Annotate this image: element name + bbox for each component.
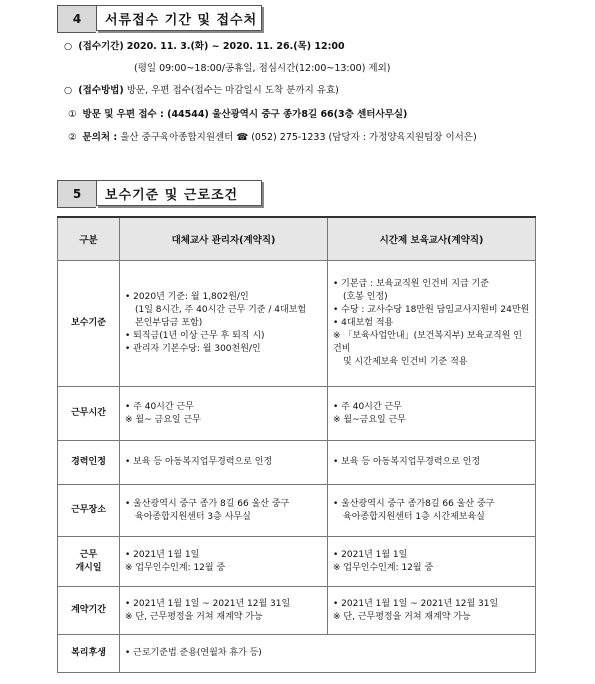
conditions-table [57, 216, 536, 673]
cell-line: ※ 월~ 금요일 근무 [125, 414, 201, 425]
cell-line: • 4대보험 적용 [333, 318, 394, 328]
method-label: (접수방법) [78, 85, 124, 96]
row-label-hours: 근무시간 [58, 387, 120, 441]
cell-line: • 2020년 기준: 월 1,802원/인 [125, 292, 249, 302]
item-2-mark: ② [68, 132, 77, 143]
row-label-pay: 보수기준 [58, 261, 120, 387]
period-line [64, 40, 345, 53]
cell-line: • 기본급 : 보육교직원 인건비 지급 기준 [333, 279, 489, 289]
cell-line: • 주 40시간 근무 [125, 401, 194, 412]
cell-contract-teacher [328, 587, 536, 635]
cell-line: ※ 「보육사업안내」(보건복지부) 보육교직원 인건비 [333, 331, 522, 354]
cell-line: 육아종합지원센터 1층 시간제보육실 [343, 511, 485, 522]
cell-welfare [120, 635, 536, 673]
cell-line: • 근로기준법 준용(연월차 휴가 등) [125, 648, 262, 658]
row-label-career: 경력인정 [58, 441, 120, 485]
row-label-contract: 계약기간 [58, 587, 120, 635]
table-row [58, 387, 536, 441]
section-5-title: 보수기준 및 근로조건 [96, 180, 262, 206]
cell-hours-teacher [328, 387, 536, 441]
cell-start-manager [120, 537, 328, 587]
cell-line: • 2021년 1월 1일 ~ 2021년 12월 31일 [125, 598, 291, 609]
item-1-mark: ① [68, 109, 77, 120]
section-4-title: 서류접수 기간 및 접수처 [96, 5, 262, 31]
method-value: 방문, 우편 접수(접수는 마감일시 도착 분까지 유효) [126, 85, 339, 96]
cell-line: 본인부담금 포함) [135, 318, 203, 328]
cell-line: ※ 단, 근무평정을 거쳐 재계약 가능 [333, 611, 471, 622]
cell-workplace-teacher [328, 485, 536, 537]
table-row [58, 635, 536, 673]
table-row [58, 485, 536, 537]
row-label-start-date [58, 537, 120, 587]
row-label-welfare: 복리후생 [58, 635, 120, 673]
period-value: 2020. 11. 3.(화) ~ 2020. 11. 26.(목) 12:00 [126, 41, 345, 52]
cell-line: • 주 40시간 근무 [333, 401, 402, 412]
visit-line [68, 108, 407, 121]
cell-line: • 2021년 1월 1일 ~ 2021년 12월 31일 [333, 598, 499, 609]
period-note: (평일 09:00~18:00/공휴일, 점심시간(12:00~13:00) 제외) [134, 63, 391, 74]
cell-line: (호봉 인정) [343, 292, 388, 302]
section-5-number: 5 [57, 180, 96, 208]
cell-hours-manager [120, 387, 328, 441]
table-row [58, 537, 536, 587]
cell-pay-teacher [328, 261, 536, 387]
cell-line: • 보육 등 아동복지업무경력으로 인정 [333, 457, 481, 467]
bullet-circle: ○ [64, 41, 73, 52]
visit-text: 방문 및 우편 접수 : (44544) 울산광역시 중구 종가8길 66(3층 센터사무실) [82, 109, 408, 120]
cell-line: • 울산광역시 중구 종가8길 66 울산 중구 [333, 498, 495, 509]
header-substitute-manager: 대체교사 관리자(계약직) [120, 217, 328, 261]
cell-career-manager [120, 441, 328, 485]
contact-line [68, 131, 477, 144]
table-row [58, 441, 536, 485]
header-category: 구분 [58, 217, 120, 261]
bullet-circle: ○ [64, 85, 73, 96]
contact-label: 문의처 : [82, 132, 118, 143]
cell-workplace-manager [120, 485, 328, 537]
method-line [64, 84, 339, 97]
cell-line: ※ 업무인수인계: 12월 중 [333, 562, 434, 573]
cell-line: • 울산광역시 중구 종가 8길 66 울산 중구 [125, 498, 290, 509]
cell-line: • 수당 : 교사수당 18만원 담임교사지원비 24만원 [333, 305, 530, 315]
header-parttime-teacher: 시간제 보육교사(계약직) [328, 217, 536, 261]
cell-contract-manager [120, 587, 328, 635]
table-row [58, 261, 536, 387]
cell-line: ※ 업무인수인계: 12월 중 [125, 562, 226, 573]
section-4-number: 4 [57, 5, 96, 33]
cell-line: ※ 단, 근무평정을 거쳐 재계약 가능 [125, 611, 263, 622]
row-label-workplace: 근무장소 [58, 485, 120, 537]
cell-pay-manager [120, 261, 328, 387]
cell-career-teacher [328, 441, 536, 485]
section-5-header [57, 180, 262, 208]
cell-line: (1일 8시간, 주 40시간 근무 기준 / 4대보험 [135, 305, 307, 315]
cell-line: • 관리자 기본수당: 월 300천원/인 [125, 344, 261, 354]
section-4-header [57, 5, 262, 33]
cell-line: • 보육 등 아동복지업무경력으로 인정 [125, 457, 273, 467]
table-row [58, 587, 536, 635]
cell-line: 육아종합지원센터 3층 사무실 [135, 511, 251, 522]
cell-line: 및 시간제보육 인건비 기준 적용 [343, 357, 468, 367]
cell-line: • 2021년 1월 1일 [125, 549, 200, 560]
cell-line: ※ 월~금요일 근무 [333, 414, 406, 425]
table-header-row [58, 217, 536, 261]
period-label: (접수기간) [78, 41, 124, 52]
contact-text: 울산 중구육아종합지원센터 ☎ (052) 275-1233 (담당자 : 가정양육지원팀장 이서은) [120, 132, 477, 143]
label-line: 근무 [79, 549, 98, 560]
cell-line: • 2021년 1월 1일 [333, 549, 408, 560]
cell-start-teacher [328, 537, 536, 587]
cell-line: • 퇴직금(1년 이상 근무 후 퇴직 시) [125, 331, 265, 341]
label-line: 개시일 [75, 562, 102, 573]
